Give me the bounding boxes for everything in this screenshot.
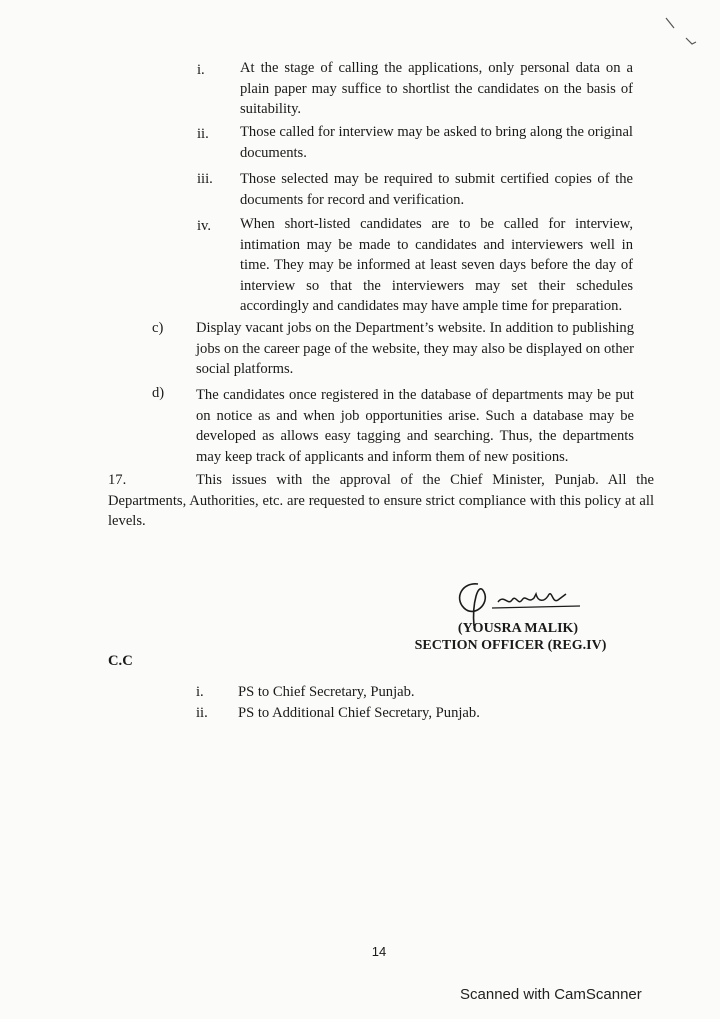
camscanner-watermark: Scanned with CamScanner [460, 986, 642, 1003]
sub-item-number: i. [197, 62, 205, 78]
cc-item-number: i. [196, 684, 204, 700]
cc-item-text: PS to Additional Chief Secretary, Punjab. [238, 705, 480, 721]
signatory-designation: SECTION OFFICER (REG.IV) [414, 638, 607, 653]
item-text: The candidates once registered in the database of departments may be put on notice as and when job opportunities arise. Such a database may be developed as allows easy tagging and searching. Thus, the departments may keep track of applicants and inform them of new positions. [196, 387, 634, 465]
cc-item-text: PS to Chief Secretary, Punjab. [238, 684, 415, 700]
item-letter: c) [152, 320, 164, 336]
cc-label: C.C [108, 653, 133, 669]
signatory-name: (YOUSRA MALIK) [457, 621, 579, 636]
scan-mark-icon [662, 14, 702, 54]
sub-item-text: Those selected may be required to submit certified copies of the documents for record and verification. [240, 171, 633, 208]
cc-item-number: ii. [196, 705, 208, 721]
sub-item-number: iv. [197, 218, 212, 234]
sub-item-text: Those called for interview may be asked to bring along the original documents. [240, 124, 633, 161]
item-text: Display vacant jobs on the Department’s website. In addition to publishing jobs on the career page of the website, they may also be displayed on other social platforms. [196, 320, 634, 377]
sub-item-text: At the stage of calling the applications, only personal data on a plain paper may suffice to shortlist the candidates on the basis of suitability. [240, 60, 633, 117]
sub-item-number: iii. [197, 171, 213, 187]
sub-item-text: When short-listed candidates are to be called for interview, intimation may be made to candidates and interviewers well in time. They may be informed at least seven days before the day of interview so that the interviewers may set their schedules accordingly and candidates may have ample time for preparation. [240, 216, 633, 314]
page-number: 14 [371, 944, 387, 959]
paragraph-number: 17. [108, 472, 127, 488]
sub-item-number: ii. [197, 126, 209, 142]
paragraph-17-text: This issues with the approval of the Chief Minister, Punjab. All the Departments, Authorities, etc. are requested to ensure strict compliance with this policy at all levels. [108, 472, 654, 529]
item-letter: d) [152, 385, 165, 401]
